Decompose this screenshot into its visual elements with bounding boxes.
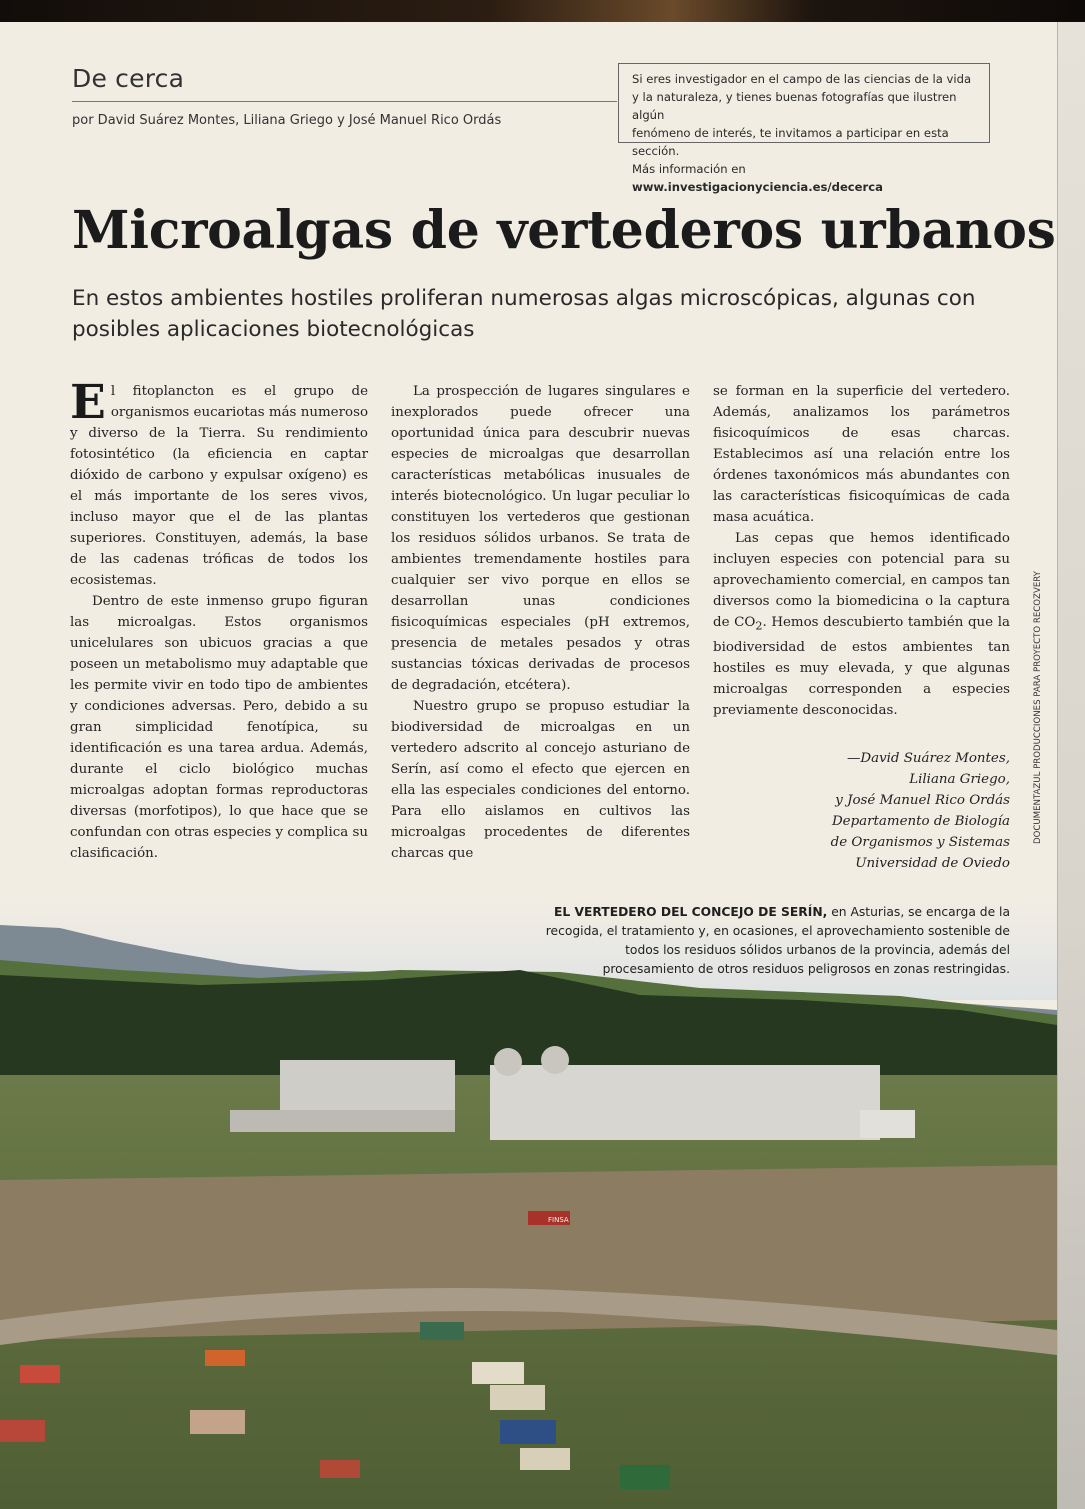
paragraph-text: . Hemos descubierto también que la biodiversidad de estos ambientes tan hostiles es muy elevada, y que algunas microalgas corresponden a especies previamente desconocidas. xyxy=(713,615,1010,718)
dumpster xyxy=(205,1350,245,1366)
article-subtitle: En estos ambientes hostiles proliferan numerosas algas microscópicas, algunas con posibles aplicaciones biotecnológicas xyxy=(72,286,976,342)
infobox-more-label: Más información en xyxy=(632,162,746,176)
infobox-line: y la naturaleza, y tienes buenas fotografías que ilustren algún xyxy=(632,90,957,122)
paragraph xyxy=(70,375,368,591)
caption-lead: EL VERTEDERO DEL CONCEJO DE SERÍN, xyxy=(553,905,828,919)
paragraph: Dentro de este inmenso grupo figuran las microalgas. Estos organismos unicelulares son ubicuos gracias a que poseen un metabolismo muy adaptable que les permite vivir en todo tipo de ambientes y condiciones adversas. Pero, debido a su gran simplicidad fenotípica, su identificación es una tarea ardua. Además, durante el ciclo biológico muchas microalgas adoptan formas reproductoras diversas (morfotipos), lo que hace que se confundan con otras especies y complica su clasificación. xyxy=(70,594,368,861)
signature-line: —David Suárez Montes, xyxy=(846,750,1010,766)
dumpster xyxy=(520,1448,570,1470)
facility-annex xyxy=(860,1110,915,1138)
silo xyxy=(541,1046,569,1074)
signature-line: y José Manuel Rico Ordás xyxy=(835,792,1010,808)
subscript: 2 xyxy=(755,619,763,633)
drop-cap: E xyxy=(70,375,106,430)
section-title: De cerca xyxy=(72,64,185,93)
paragraph-text: Las cepas que hemos identificado incluyen especies con potencial para su aprovechamiento comercial, en campos tan diversos como la biomedicina o la captura de CO xyxy=(713,531,1010,630)
facility-building-main xyxy=(490,1065,880,1140)
infobox-line: fenómeno de interés, te invitamos a participar en esta sección. xyxy=(632,126,949,158)
page-right-edge xyxy=(1057,22,1085,1509)
truck-label: FINSA xyxy=(548,1216,569,1224)
signature-line: Liliana Griego, xyxy=(909,771,1010,787)
photo-caption xyxy=(530,903,1010,979)
article-title: Microalgas de vertederos urbanos xyxy=(72,200,1056,261)
dumpster xyxy=(500,1420,556,1444)
facility-roof-left xyxy=(230,1110,455,1132)
contribution-infobox xyxy=(618,63,990,194)
paragraph-text: l fitoplancton es el grupo de organismos eucariotas más numeroso y diverso de la Tierra. Su rendimiento fotosintético (la eficiencia en captar dióxido de carbono y expulsar oxígeno) es el más importante de los seres vivos, incluso mayor que el de las plantas superiores. Constituyen, además, la base de las cadenas tróficas de todos los ecosistemas. xyxy=(70,384,368,588)
silo xyxy=(494,1048,522,1076)
signature-line: Departamento de Biología xyxy=(831,813,1010,829)
signature-line: Universidad de Oviedo xyxy=(855,855,1010,871)
dumpster xyxy=(320,1460,360,1478)
header-rule xyxy=(72,101,617,102)
dumpster xyxy=(420,1322,464,1340)
text-column-1 xyxy=(70,375,368,864)
landfill-aerial-photo xyxy=(0,900,1057,1509)
dumpster xyxy=(620,1465,670,1489)
paragraph: La prospección de lugares singulares e inexplorados puede ofrecer una oportunidad única para descubrir nuevas especies de microalgas que desarrollan características metabólicas inusuales de interés biotecnológico. Un lugar peculiar lo constituyen los vertederos que gestionan los residuos sólidos urbanos. Se trata de ambientes tremendamente hostiles para cualquier ser vivo porque en ellos se desarrollan unas condiciones fisicoquímicas especiales (pH extremos, presencia de metales pesados y otras sustancias tóxicas derivadas de procesos de degradación, etcétera). xyxy=(391,384,690,693)
caption-text: en Asturias, se encarga de la recogida, el tratamiento y, en ocasiones, el aprovechamiento sostenible de todos los residuos sólidos urbanos de la provincia, además del procesamiento de otros residuos peligrosos en zonas restringidas. xyxy=(545,905,1010,976)
paragraph: se forman en la superficie del vertedero. Además, analizamos los parámetros fisicoquímicos de esas charcas. Establecimos así una relación entre los órdenes taxonómicos más abundantes con las características fisicoquímicas de cada masa acuática. xyxy=(713,384,1010,525)
dumpster xyxy=(0,1420,45,1442)
author-signature xyxy=(713,748,1010,874)
paragraph: Nuestro grupo se propuso estudiar la biodiversidad de microalgas en un vertedero adscrito al concejo asturiano de Serín, así como el efecto que ejercen en ella las especiales condiciones del entorno. Para ello aislamos en cultivos las microalgas procedentes de diferentes charcas que xyxy=(391,699,690,861)
photo-credit-text: DOCUMENTAZUL PRODUCCIONES PARA PROYECTO RECOZVERY xyxy=(1033,571,1043,844)
dumpster xyxy=(20,1365,60,1383)
text-column-2 xyxy=(391,381,690,864)
infobox-line xyxy=(632,160,981,196)
paragraph xyxy=(713,528,1010,721)
dumpster xyxy=(472,1362,524,1384)
photo-credit xyxy=(1033,571,1045,844)
infobox-line: Si eres investigador en el campo de las ciencias de la vida xyxy=(632,72,972,86)
text-column-3 xyxy=(713,381,1010,874)
dumpster xyxy=(490,1385,545,1410)
signature-line: de Organismos y Sistemas xyxy=(830,834,1010,850)
byline: por David Suárez Montes, Liliana Griego y José Manuel Rico Ordás xyxy=(72,113,502,128)
infobox-url[interactable]: www.investigacionyciencia.es/decerca xyxy=(632,180,883,194)
page-top-edge xyxy=(0,0,1085,22)
dumpster xyxy=(190,1410,245,1434)
